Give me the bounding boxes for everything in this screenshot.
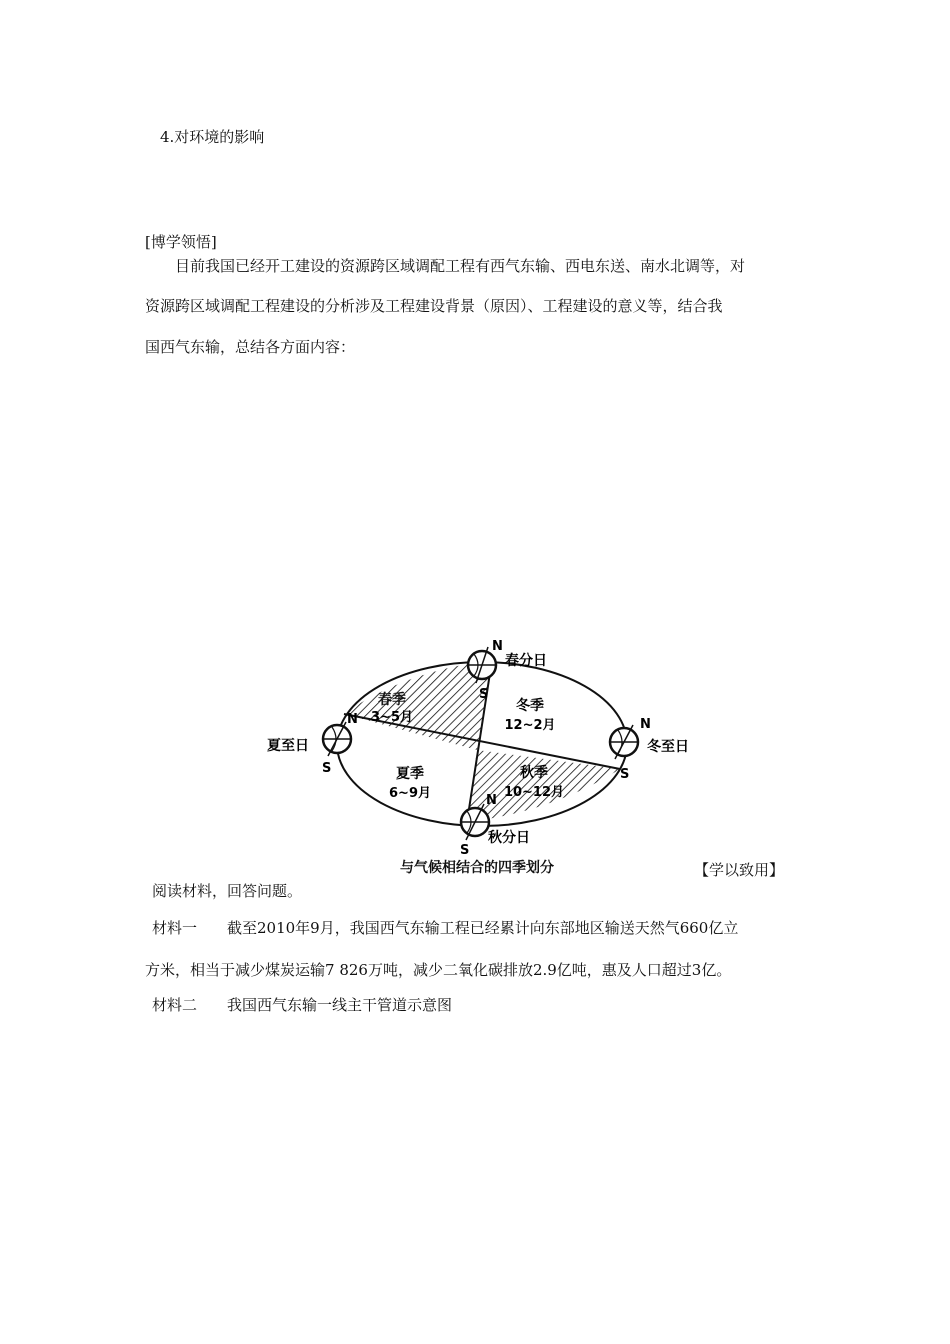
label-summer-months: 6~9月 bbox=[389, 786, 431, 801]
label-spring-months: 3~5月 bbox=[371, 710, 413, 725]
diagram-caption: 与气候相结合的四季划分 bbox=[400, 860, 554, 876]
item-4-heading: 4.对环境的影响 bbox=[160, 128, 265, 146]
label-n-summer: N bbox=[347, 712, 358, 727]
material-1-line-2: 方米，相当于减少煤炭运输7 826万吨，减少二氧化碳排放2.9亿吨，惠及人口超过3亿。 bbox=[145, 961, 732, 979]
label-winter: 冬季 bbox=[516, 698, 544, 714]
paragraph-line-3: 国西气东输，总结各方面内容： bbox=[145, 338, 356, 356]
globe-summer-solstice bbox=[323, 722, 351, 756]
label-summer: 夏季 bbox=[396, 766, 424, 782]
label-spring-equinox: 春分日 bbox=[505, 653, 547, 669]
label-autumn: 秋季 bbox=[520, 765, 548, 781]
label-s-summer: S bbox=[322, 761, 332, 776]
paragraph-line-1: 目前我国已经开工建设的资源跨区域调配工程有西气东输、西电东送、南水北调等，对 bbox=[175, 257, 746, 275]
label-summer-solstice: 夏至日 bbox=[267, 738, 309, 754]
label-winter-months: 12~2月 bbox=[504, 718, 556, 733]
section-title: [博学领悟] bbox=[145, 233, 217, 251]
material-2: 材料二 我国西气东输一线主干管道示意图 bbox=[152, 996, 453, 1014]
label-autumn-months: 10~12月 bbox=[503, 785, 565, 800]
globe-winter-solstice bbox=[610, 725, 638, 759]
xue-yi-zhi-yong-heading: 【学以致用】 bbox=[694, 861, 785, 879]
paragraph-line-2: 资源跨区域调配工程建设的分析涉及工程建设背景（原因）、工程建设的意义等，结合我 bbox=[145, 297, 723, 315]
read-prompt: 阅读材料，回答问题。 bbox=[152, 882, 303, 900]
material-1-line-1: 材料一 截至2010年9月，我国西气东输工程已经累计向东部地区输送天然气660亿立 bbox=[152, 919, 739, 937]
label-s-autumn: S bbox=[460, 843, 470, 858]
four-seasons-orbit-diagram bbox=[262, 632, 702, 882]
label-n-autumn: N bbox=[486, 793, 497, 808]
label-s-spring: S bbox=[479, 687, 489, 702]
label-n-spring: N bbox=[492, 639, 503, 654]
label-n-winter: N bbox=[640, 717, 651, 732]
label-s-winter: S bbox=[620, 767, 630, 782]
label-winter-solstice: 冬至日 bbox=[647, 739, 689, 755]
label-autumn-equinox: 秋分日 bbox=[488, 830, 530, 846]
label-spring: 春季 bbox=[378, 692, 406, 708]
